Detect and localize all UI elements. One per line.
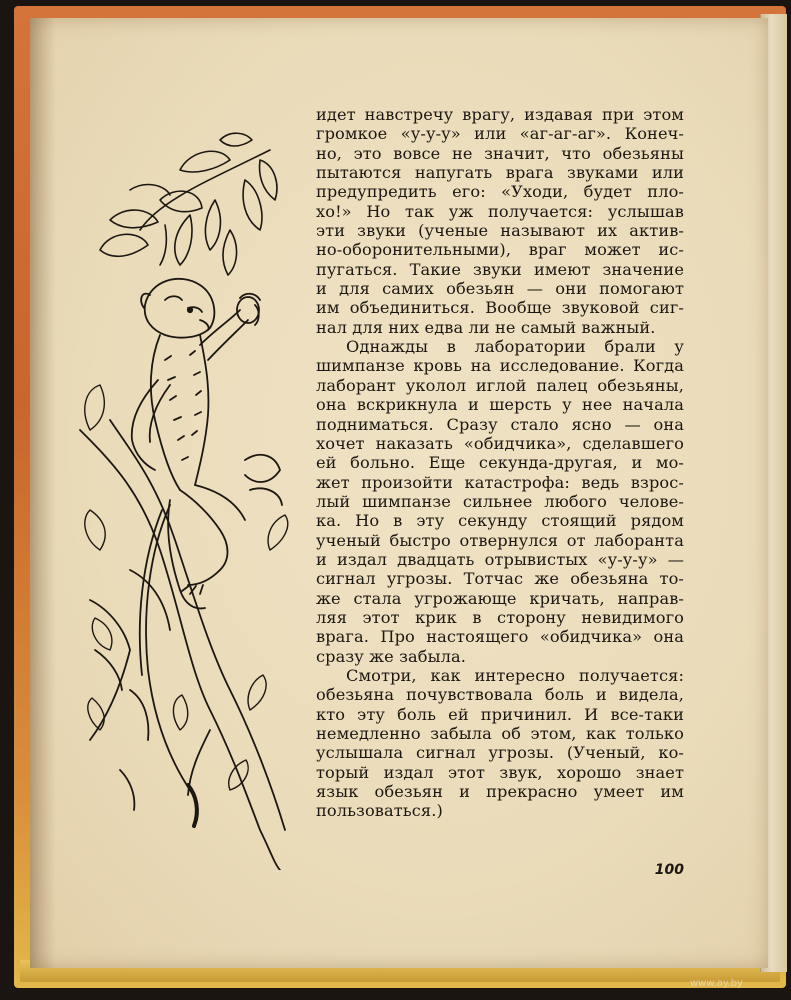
text-line: пугаться. Такие звуки имеют значение bbox=[316, 259, 684, 279]
text-line: услышала сигнал угрозы. (Ученый, ко- bbox=[316, 743, 684, 763]
text-line: идет навстречу врагу, издавая при этом bbox=[316, 105, 684, 124]
text-line: но, это вовсе не значит, что обезьяны bbox=[316, 143, 684, 163]
text-line: ляя этот крик в сторону невидимого bbox=[316, 607, 684, 627]
paragraph-3 bbox=[316, 666, 684, 821]
monkey-illustration bbox=[70, 130, 300, 870]
text-line: ученый быстро отвернулся от лаборанта bbox=[316, 530, 684, 550]
tree-trunk bbox=[80, 420, 285, 870]
text-line: язык обезьян и прекрасно умеет им bbox=[316, 782, 684, 802]
watermark: www.ay.by bbox=[690, 978, 743, 989]
page-text bbox=[316, 105, 684, 821]
text-line: но-оборонительными), враг может ис- bbox=[316, 240, 684, 260]
text-line: же стала угрожающе кричать, направ- bbox=[316, 588, 684, 608]
text-line: предупредить его: «Уходи, будет пло- bbox=[316, 182, 684, 202]
text-line: сразу же забыла. bbox=[316, 646, 466, 666]
text-line: немедленно забыла об этом, как только bbox=[316, 724, 684, 743]
text-line: Смотри, как интересно получается: bbox=[346, 665, 684, 685]
text-line: пытаются напугать врага звуками или bbox=[316, 163, 684, 183]
text-line: жет произойти катастрофа: ведь взрос- bbox=[316, 472, 684, 492]
text-line: подниматься. Сразу стало ясно — она bbox=[316, 414, 684, 434]
text-line: хочет наказать «обидчика», сделавшего bbox=[316, 433, 684, 453]
text-line: торый издал этот звук, хорошо знает bbox=[316, 762, 684, 782]
text-line: шимпанзе кровь на исследование. Когда bbox=[316, 356, 684, 376]
text-line: им объединиться. Вообще звуковой сиг- bbox=[316, 298, 684, 318]
text-line: пользоваться.) bbox=[316, 801, 443, 821]
page-number: 100 bbox=[654, 862, 684, 878]
paragraph-2 bbox=[316, 337, 684, 666]
leaf-cluster-top bbox=[100, 133, 277, 275]
text-line: лаборант уколол иглой палец обезьяны, bbox=[316, 375, 684, 395]
text-line: ка. Но в эту секунду стоящий рядом bbox=[316, 511, 684, 531]
text-line: обезьяна почувствовала боль и видела, bbox=[316, 685, 684, 705]
binding-shadow bbox=[30, 18, 56, 968]
text-line: хо!» Но так уж получается: услышав bbox=[316, 201, 684, 221]
text-line: нал для них едва ли не самый важный. bbox=[316, 317, 656, 337]
text-line: кто эту боль ей причинил. И все-таки bbox=[316, 704, 684, 724]
text-line: Однажды в лаборатории брали у bbox=[346, 337, 684, 357]
text-line: эти звуки (ученые называют их актив‑ bbox=[316, 221, 684, 241]
text-line: ей больно. Еще секунда-другая, и мо- bbox=[316, 453, 684, 473]
text-line: и издал двадцать отрывистых «у-у-у» — bbox=[316, 549, 684, 569]
text-line: лый шимпанзе сильнее любого челове- bbox=[316, 491, 684, 511]
text-line: она вскрикнула и шерсть у нее начала bbox=[316, 395, 684, 415]
paragraph-1 bbox=[316, 105, 684, 337]
text-line: сигнал угрозы. Тотчас же обезьяна то- bbox=[316, 569, 684, 589]
text-line: громкое «у-у-у» или «аг-аг-аг». Конеч- bbox=[316, 124, 684, 144]
text-line: врага. Про настоящего «обидчика» она bbox=[316, 627, 684, 647]
text-line: и для самих обезьян — они помогают bbox=[316, 279, 684, 299]
monkey-figure bbox=[132, 279, 260, 826]
